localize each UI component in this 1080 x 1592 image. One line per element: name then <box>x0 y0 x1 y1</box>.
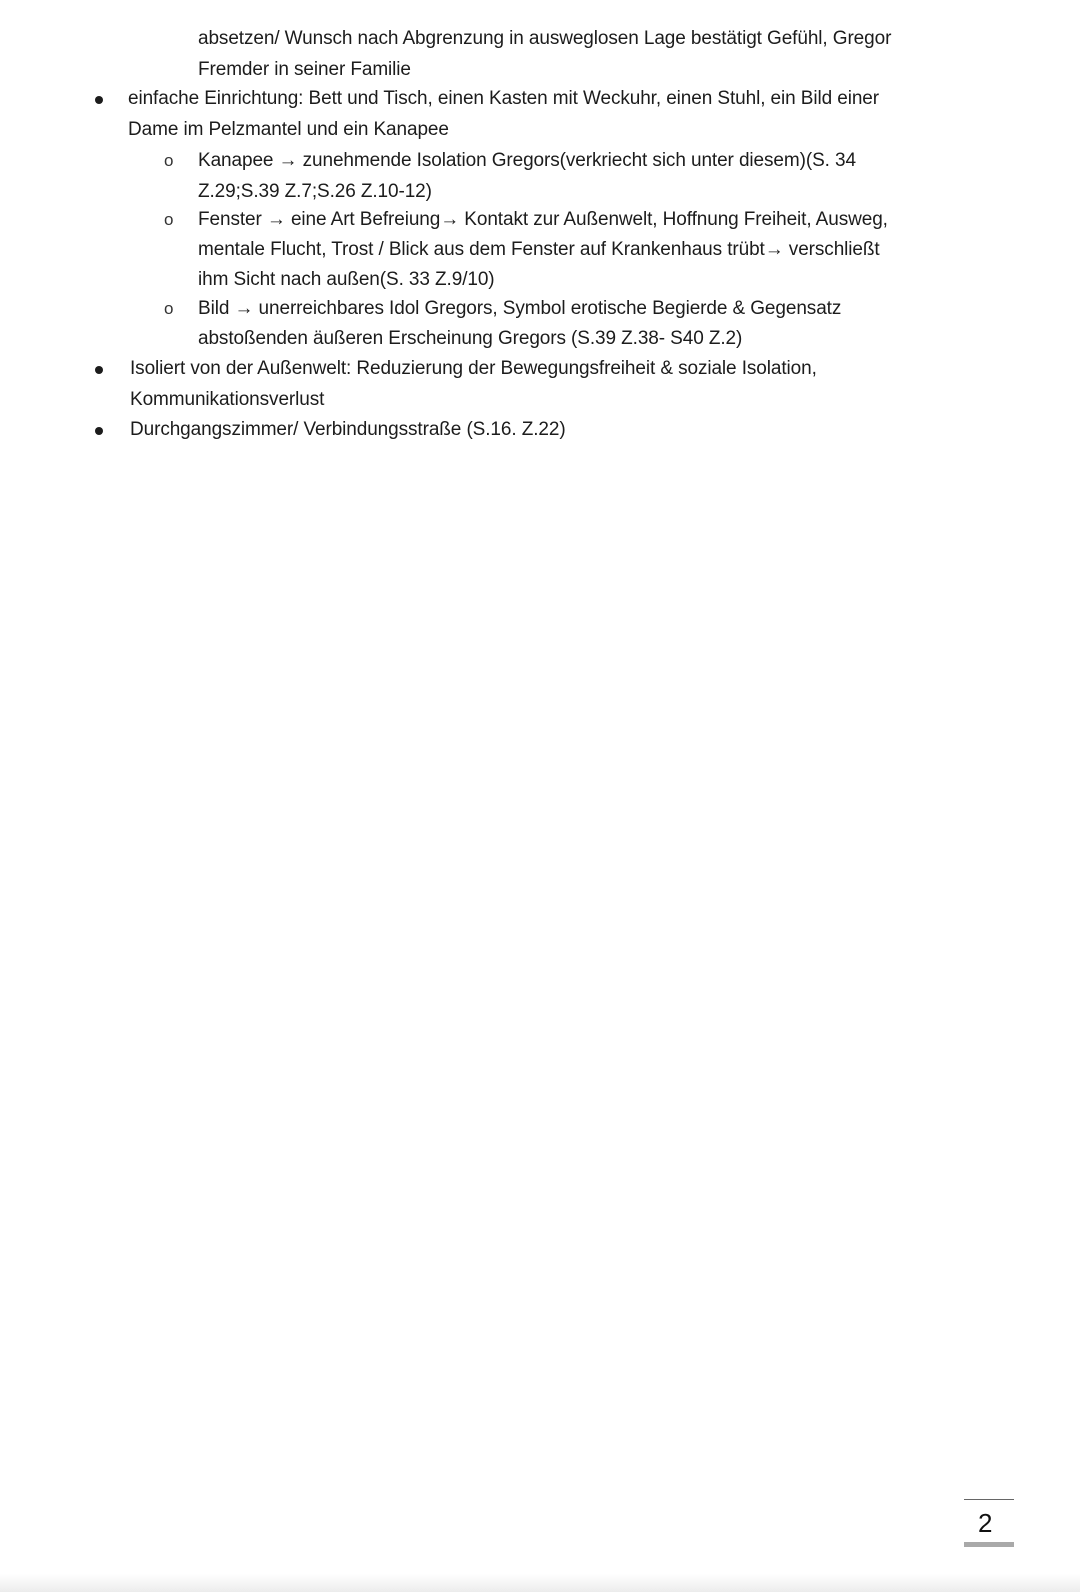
sub-bullet-icon: o <box>164 151 174 170</box>
text-line: Bild → unerreichbares Idol Gregors, Symbol erotische Begierde & Gegensatz <box>198 298 842 319</box>
sub-bullet-icon: o <box>164 210 174 229</box>
bullet-icon <box>95 366 103 374</box>
footer-divider <box>964 1499 1014 1500</box>
bullet-icon <box>95 427 103 435</box>
sub-bullet-icon: o <box>164 299 174 318</box>
text-line: einfache Einrichtung: Bett und Tisch, einen Kasten mit Weckuhr, einen Stuhl, ein Bild einer <box>128 88 879 109</box>
scan-edge-shade <box>0 1574 1080 1592</box>
page-number: 2 <box>978 1508 993 1538</box>
text-line: Kommunikationsverlust <box>130 389 325 410</box>
text-line: Fenster → eine Art Befreiung→ Kontakt zur Außenwelt, Hoffnung Freiheit, Ausweg, <box>198 209 888 230</box>
text-line: ihm Sicht nach außen(S. 33 Z.9/10) <box>198 269 495 290</box>
text-line: Fremder in seiner Familie <box>198 59 411 80</box>
text-line: Durchgangszimmer/ Verbindungsstraße (S.16. Z.22) <box>130 419 566 440</box>
text-line: absetzen/ Wunsch nach Abgrenzung in ausweglosen Lage bestätigt Gefühl, Gregor <box>198 28 892 49</box>
text-line: Kanapee → zunehmende Isolation Gregors(verkriecht sich unter diesem)(S. 34 <box>198 150 856 171</box>
text-line: Dame im Pelzmantel und ein Kanapee <box>128 119 449 140</box>
text-line: Isoliert von der Außenwelt: Reduzierung der Bewegungsfreiheit & soziale Isolation, <box>130 358 817 379</box>
bullet-icon <box>95 96 103 104</box>
text-line: Z.29;S.39 Z.7;S.26 Z.10-12) <box>198 181 432 202</box>
text-line: abstoßenden äußeren Erscheinung Gregors (S.39 Z.38- S40 Z.2) <box>198 328 743 349</box>
footer-bar <box>964 1542 1014 1547</box>
text-line: mentale Flucht, Trost / Blick aus dem Fenster auf Krankenhaus trübt→ verschließt <box>198 239 880 260</box>
